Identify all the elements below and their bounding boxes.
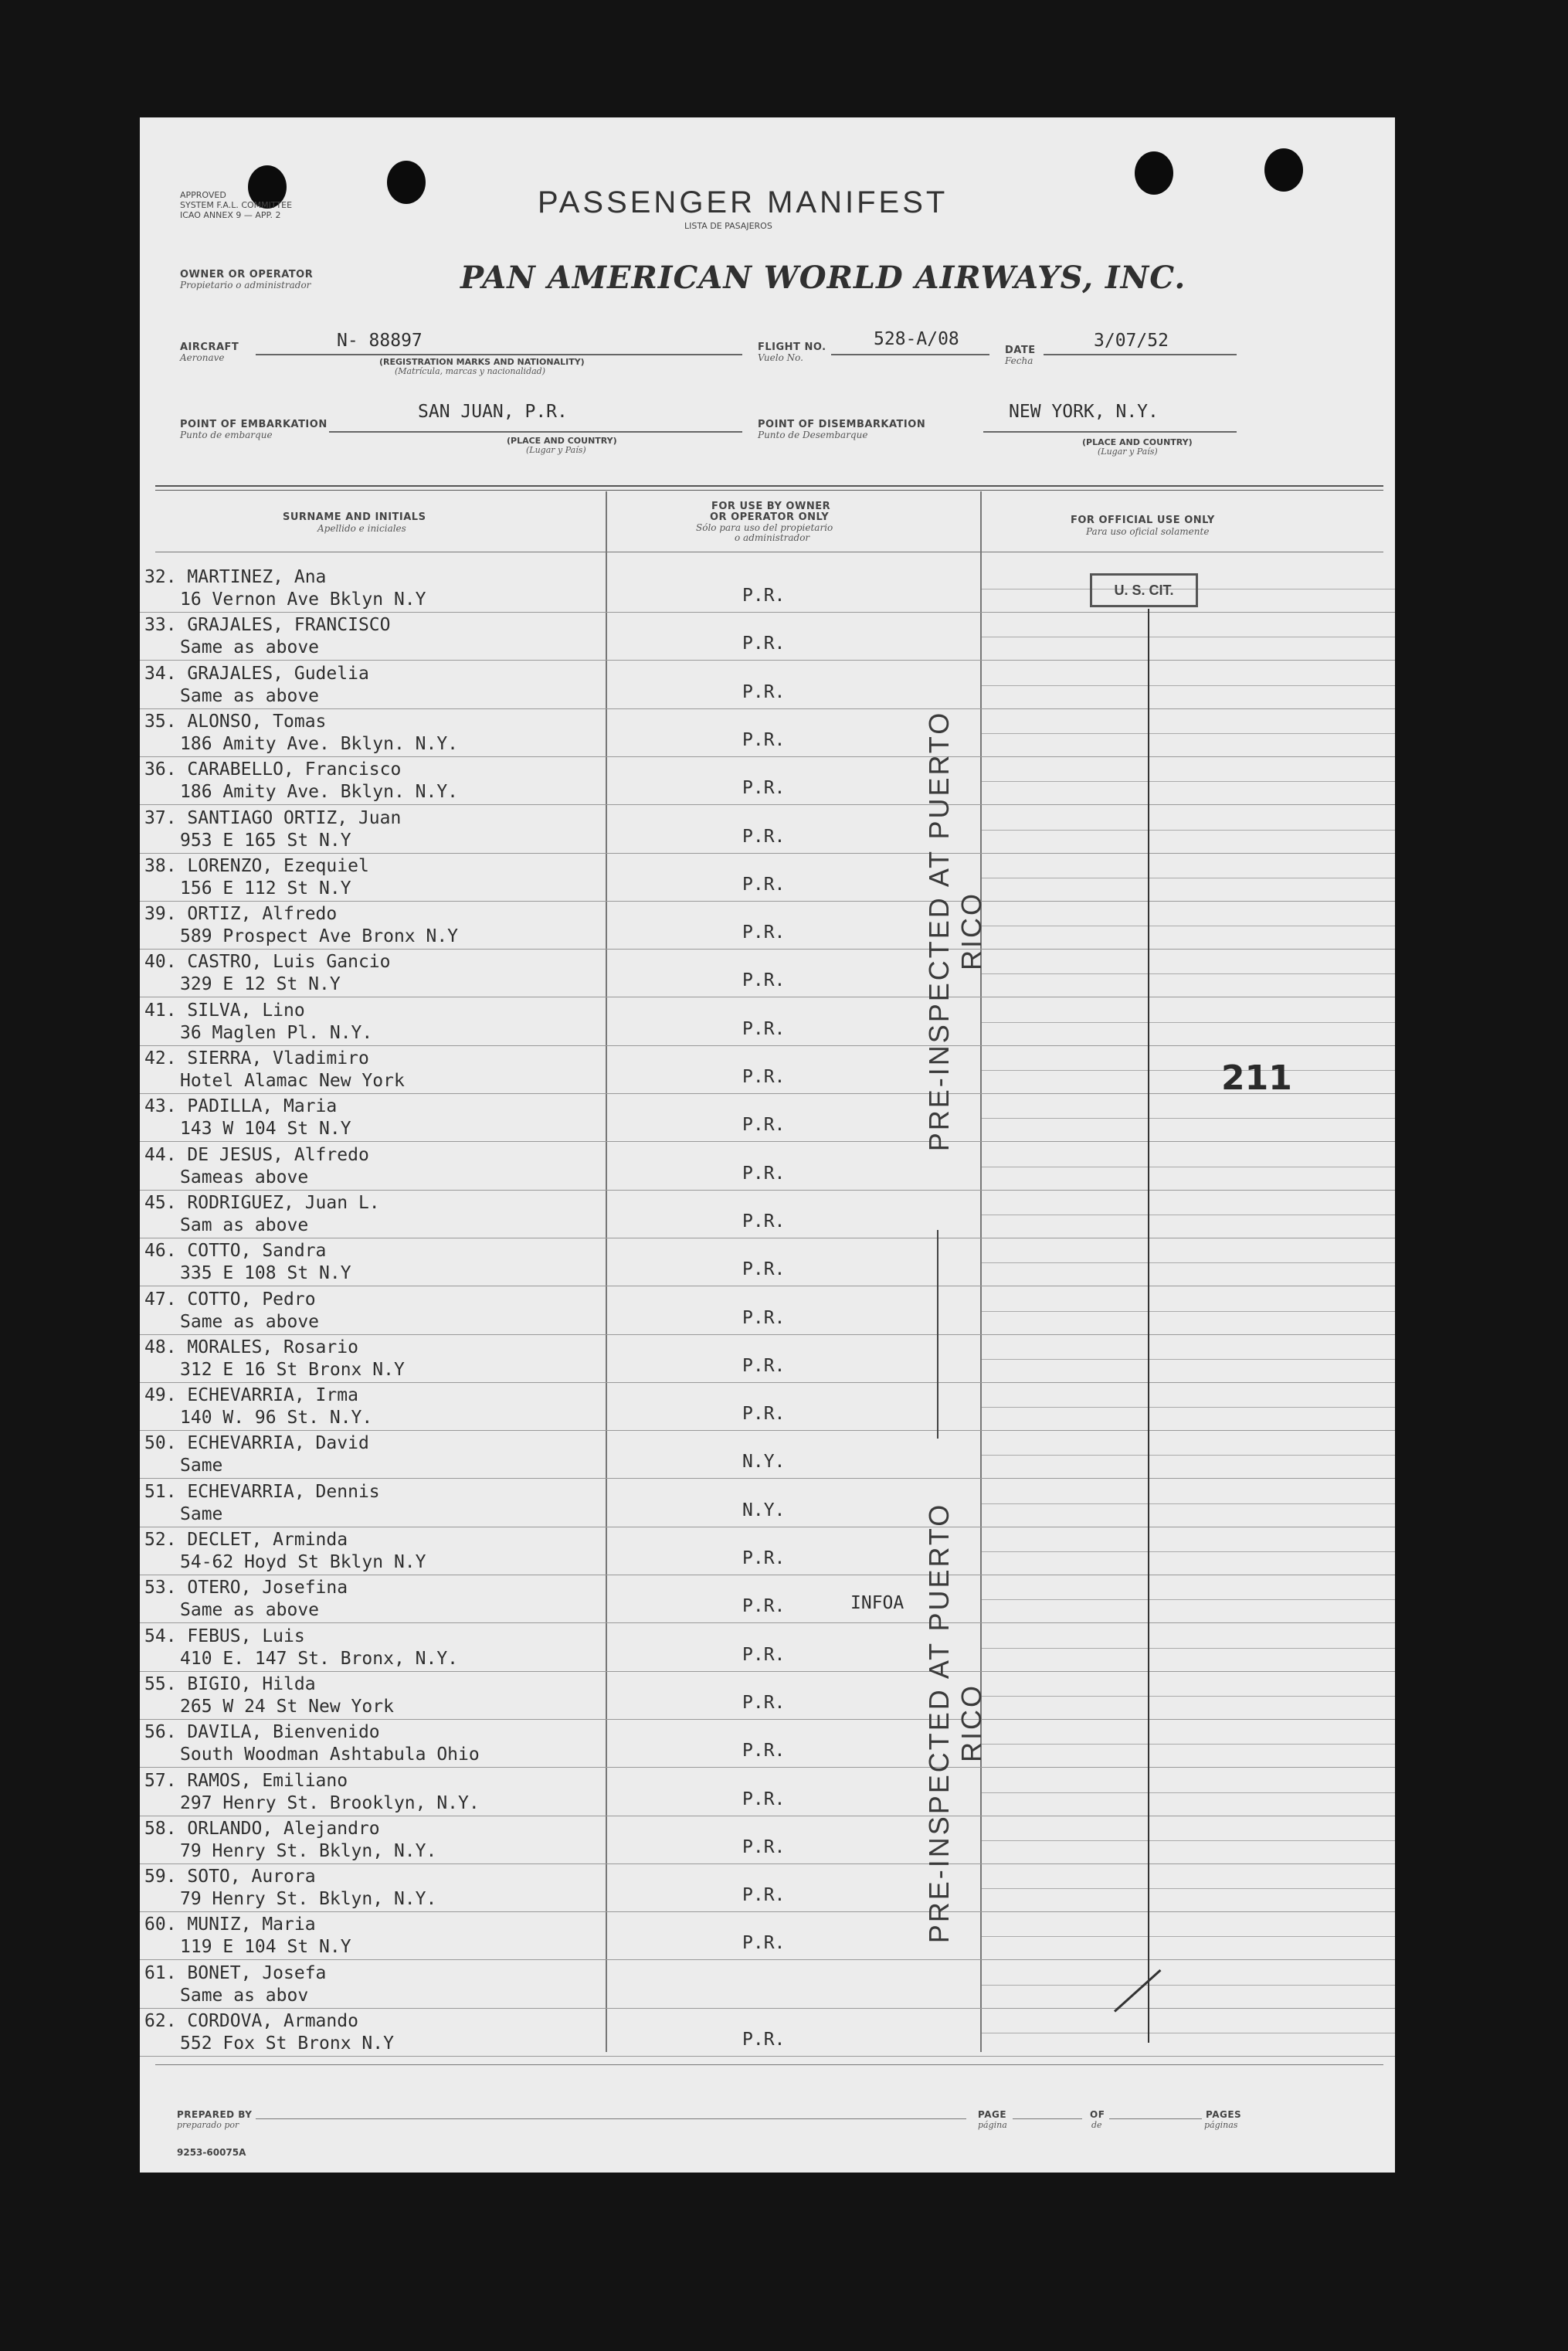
passenger-residence: P.R. (742, 826, 786, 847)
passenger-residence: P.R. (742, 681, 786, 702)
passenger-name: 41. SILVA, Lino (144, 1000, 305, 1021)
passenger-residence: P.R. (742, 2030, 786, 2050)
passenger-address: 297 Henry St. Brooklyn, N.Y. (180, 1792, 480, 1813)
table-row (140, 2010, 1395, 2057)
of-underline (1109, 2118, 1202, 2119)
table-row (140, 566, 1395, 613)
row-rule (140, 756, 1395, 757)
official-half-rule (982, 1985, 1395, 1986)
col2-header-es-2: o administrador (735, 532, 810, 543)
passenger-address: Sam as above (180, 1215, 309, 1235)
table-row (140, 1480, 1395, 1528)
row-rule (140, 1767, 1395, 1768)
official-half-rule (982, 1648, 1395, 1649)
table-row (140, 1288, 1395, 1336)
passenger-residence: P.R. (742, 1355, 786, 1376)
approved-text: APPROVED (180, 190, 226, 200)
table-row (140, 1336, 1395, 1384)
registration-note: (REGISTRATION MARKS AND NATIONALITY) (379, 357, 585, 367)
passenger-name: 52. DECLET, Arminda (144, 1530, 348, 1550)
manifest-page (140, 117, 1395, 2173)
passenger-name: 59. SOTO, Aurora (144, 1867, 316, 1887)
passenger-residence: P.R. (742, 1259, 786, 1280)
passenger-address: Same as above (180, 637, 320, 658)
col1-header: SURNAME AND INITIALS (283, 511, 426, 523)
embark-place-note-es: (Lugar y País) (526, 445, 586, 455)
passenger-name: 43. PADILLA, Maria (144, 1096, 338, 1117)
passenger-residence: P.R. (742, 1115, 786, 1136)
passenger-address: 410 E. 147 St. Bronx, N.Y. (180, 1648, 459, 1669)
disembark-place-note-es: (Lugar y País) (1098, 447, 1158, 457)
passenger-name: 40. CASTRO, Luis Gancio (144, 952, 391, 973)
passenger-name: 62. CORDOVA, Armando (144, 2011, 358, 2031)
passenger-residence: P.R. (742, 1018, 786, 1039)
aircraft-underline (256, 354, 742, 355)
of-label: OF (1090, 2109, 1105, 2120)
disembark-label-es: Punto de Desembarque (758, 430, 868, 440)
passenger-address: 79 Henry St. Bklyn, N.Y. (180, 1889, 437, 1910)
passenger-name: 51. ECHEVARRIA, Dennis (144, 1481, 380, 1502)
passenger-residence: P.R. (742, 1163, 786, 1184)
passenger-address: 329 E 12 St N.Y (180, 974, 341, 995)
passenger-address: 953 E 165 St N.Y (180, 830, 351, 851)
official-half-rule (982, 1888, 1395, 1889)
col3-header: FOR OFFICIAL USE ONLY (1071, 515, 1215, 526)
official-half-rule (982, 1551, 1395, 1552)
passenger-address: Same as abov (180, 1985, 309, 2006)
preinspected-connector (937, 1230, 938, 1439)
table-row (140, 1625, 1395, 1673)
passenger-address: Sameas above (180, 1167, 309, 1187)
passenger-address: Same (180, 1503, 223, 1524)
passenger-name: 45. RODRIGUEZ, Juan L. (144, 1192, 380, 1213)
passenger-address: Hotel Alamac New York (180, 1071, 405, 1091)
table-row (140, 1913, 1395, 1961)
passenger-name: 57. RAMOS, Emiliano (144, 1770, 348, 1791)
registration-note-es: (Matrícula, marcas y nacionalidad) (395, 366, 545, 376)
row-rule (140, 1671, 1395, 1672)
passenger-name: 33. GRAJALES, FRANCISCO (144, 615, 391, 636)
table-row (140, 662, 1395, 710)
passenger-residence: P.R. (742, 1644, 786, 1665)
table-row (140, 999, 1395, 1047)
form-number: 9253-60075A (177, 2147, 246, 2158)
passenger-residence: P.R. (742, 1596, 786, 1617)
date-underline (1044, 354, 1237, 355)
us-citizen-stamp-text: U. S. CIT. (1114, 583, 1174, 598)
row-rule (140, 708, 1395, 709)
table-row (140, 1817, 1395, 1865)
flight-label: FLIGHT NO. (758, 341, 826, 353)
passenger-name: 42. SIERRA, Vladimiro (144, 1048, 369, 1068)
official-half-rule (982, 1840, 1395, 1841)
official-half-rule (982, 1022, 1395, 1023)
passenger-name: 44. DE JESUS, Alfredo (144, 1144, 369, 1165)
table-row (140, 1528, 1395, 1576)
passenger-residence: P.R. (742, 1885, 786, 1906)
page-title: PASSENGER MANIFEST (538, 185, 949, 219)
passenger-residence: P.R. (742, 778, 786, 799)
flight-value: 528-A/08 (874, 329, 959, 349)
passenger-address: Same as above (180, 1311, 320, 1332)
official-half-rule (982, 1118, 1395, 1119)
official-half-rule (982, 1455, 1395, 1456)
passenger-address: 54-62 Hoyd St Bklyn N.Y (180, 1552, 426, 1572)
us-citizen-stamp (1090, 573, 1198, 607)
pages-label: PAGES (1206, 2109, 1242, 2120)
passenger-residence: P.R. (742, 1692, 786, 1713)
passenger-name: 56. DAVILA, Bienvenido (144, 1722, 380, 1743)
passenger-name: 58. ORLANDO, Alejandro (144, 1818, 380, 1839)
passenger-residence: P.R. (742, 1933, 786, 1954)
official-half-rule (982, 1696, 1395, 1697)
passenger-address: 143 W 104 St N.Y (180, 1119, 351, 1140)
passenger-address: 186 Amity Ave. Bklyn. N.Y. (180, 733, 459, 754)
passenger-address: Same as above (180, 1600, 320, 1621)
passenger-residence: N.Y. (742, 1500, 786, 1520)
passenger-residence: P.R. (742, 586, 786, 606)
page-label-es: página (978, 2120, 1007, 2130)
aircraft-label: AIRCRAFT (180, 341, 239, 353)
row-rule (140, 1382, 1395, 1383)
embark-place-note: (PLACE AND COUNTRY) (507, 436, 617, 446)
embark-label: POINT OF EMBARKATION (180, 419, 328, 430)
passenger-residence: P.R. (742, 1404, 786, 1425)
disembark-underline (983, 431, 1237, 433)
row-rule (140, 1093, 1395, 1094)
preinspected-stamp-2-text: PRE-INSPECTED AT PUERTO RICO (923, 1502, 987, 1944)
passenger-name: 32. MARTINEZ, Ana (144, 567, 327, 587)
handwritten-number: 211 (1221, 1058, 1292, 1098)
official-half-rule (982, 1936, 1395, 1937)
row-rule (140, 2056, 1395, 2057)
table-row (140, 1095, 1395, 1143)
embark-label-es: Punto de embarque (180, 430, 273, 440)
table-row (140, 1239, 1395, 1287)
disembark-place-note: (PLACE AND COUNTRY) (1082, 437, 1193, 447)
official-half-rule (982, 830, 1395, 831)
approval-block (180, 190, 319, 220)
page-underline (1013, 2118, 1082, 2119)
passenger-name: 49. ECHEVARRIA, Irma (144, 1385, 358, 1406)
table-top-rule-2 (155, 490, 1383, 491)
passenger-name: 48. MORALES, Rosario (144, 1337, 358, 1357)
table-row (140, 1673, 1395, 1721)
of-label-es: de (1091, 2120, 1102, 2130)
date-label-es: Fecha (1005, 355, 1033, 366)
passenger-list (140, 566, 1395, 2072)
passenger-address: 156 E 112 St N.Y (180, 878, 351, 899)
table-row (140, 1769, 1395, 1817)
flight-underline (831, 354, 989, 355)
aircraft-label-es: Aeronave (180, 352, 225, 363)
passenger-residence: N.Y. (742, 1452, 786, 1473)
passenger-address: 186 Amity Ave. Bklyn. N.Y. (180, 782, 459, 803)
row-rule (140, 1719, 1395, 1720)
row-rule (140, 1863, 1395, 1864)
prepared-label-es: preparado por (177, 2120, 239, 2130)
official-half-rule (982, 1744, 1395, 1745)
page-subtitle: LISTA DE PASAJEROS (684, 221, 772, 231)
owner-value: PAN AMERICAN WORLD AIRWAYS, INC. (460, 260, 1186, 296)
punch-hole-icon (387, 161, 426, 204)
disembark-value: NEW YORK, N.Y. (1009, 402, 1159, 422)
col1-header-es: Apellido e iniciales (317, 523, 406, 534)
row-rule (140, 949, 1395, 950)
passenger-residence: P.R. (742, 970, 786, 991)
passenger-address: 552 Fox St Bronx N.Y (180, 2033, 394, 2054)
citizen-bracket-line (1148, 609, 1149, 2043)
passenger-residence: P.R. (742, 1836, 786, 1857)
passenger-name: 34. GRAJALES, Gudelia (144, 663, 369, 684)
passenger-address: 119 E 104 St N.Y (180, 1937, 351, 1958)
passenger-residence: P.R. (742, 634, 786, 654)
passenger-address: 312 E 16 St Bronx N.Y (180, 1359, 405, 1380)
punch-hole-icon (1264, 148, 1303, 192)
passenger-address: Same (180, 1456, 223, 1476)
official-half-rule (982, 1359, 1395, 1360)
table-row (140, 902, 1395, 950)
table-row (140, 613, 1395, 661)
passenger-name: 37. SANTIAGO ORTIZ, Juan (144, 807, 402, 828)
passenger-residence: P.R. (742, 1211, 786, 1232)
col2-header-es-1: Sólo para uso del propietario (696, 522, 833, 533)
table-row (140, 807, 1395, 854)
owner-label: OWNER OR OPERATOR (180, 269, 314, 280)
date-label: DATE (1005, 345, 1036, 356)
official-half-rule (982, 1503, 1395, 1504)
passenger-address: 140 W. 96 St. N.Y. (180, 1408, 373, 1429)
table-row (140, 1191, 1395, 1239)
passenger-address: 16 Vernon Ave Bklyn N.Y (180, 589, 426, 610)
table-row (140, 1865, 1395, 1913)
passenger-name: 46. COTTO, Sandra (144, 1241, 327, 1262)
table-row (140, 854, 1395, 902)
row-rule (140, 804, 1395, 805)
owner-label-es: Propietario o administrador (180, 280, 311, 290)
table-row (140, 1432, 1395, 1480)
row-rule (140, 901, 1395, 902)
passenger-name: 38. LORENZO, Ezequiel (144, 855, 369, 876)
passenger-residence: P.R. (742, 874, 786, 895)
passenger-address: South Woodman Ashtabula Ohio (180, 1745, 480, 1765)
pages-label-es: páginas (1204, 2120, 1238, 2130)
col3-header-es: Para uso oficial solamente (1086, 526, 1210, 537)
official-half-rule (982, 973, 1395, 974)
passenger-name: 53. OTERO, Josefina (144, 1578, 348, 1598)
table-row (140, 1576, 1395, 1624)
passenger-residence: P.R. (742, 1741, 786, 1762)
row-rule (140, 1478, 1395, 1479)
passenger-name: 47. COTTO, Pedro (144, 1289, 316, 1310)
passenger-name: 39. ORTIZ, Alfredo (144, 904, 338, 925)
official-half-rule (982, 1262, 1395, 1263)
official-half-rule (982, 781, 1395, 782)
row-rule (140, 1334, 1395, 1335)
date-value: 3/07/52 (1094, 331, 1169, 351)
passenger-address: 335 E 108 St N.Y (180, 1263, 351, 1284)
passenger-extra-note: INFOA (850, 1593, 904, 1614)
passenger-name: 55. BIGIO, Hilda (144, 1673, 316, 1694)
approved-committee: SYSTEM F.A.L. COMMITTEE (180, 200, 293, 210)
official-half-rule (982, 1599, 1395, 1600)
table-row (140, 950, 1395, 998)
passenger-residence: P.R. (742, 1307, 786, 1328)
col2-header-1: FOR USE BY OWNER (711, 501, 831, 512)
row-rule (140, 1959, 1395, 1960)
passenger-address: 589 Prospect Ave Bronx N.Y (180, 926, 459, 947)
table-row (140, 1962, 1395, 2010)
table-row (140, 1384, 1395, 1432)
passenger-address: Same as above (180, 685, 320, 706)
passenger-name: 60. MUNIZ, Maria (144, 1914, 316, 1935)
table-top-rule (155, 485, 1383, 487)
passenger-residence: P.R. (742, 1789, 786, 1809)
passenger-address: 265 W 24 St New York (180, 1696, 394, 1717)
row-rule (140, 853, 1395, 854)
flight-label-es: Vuelo No. (758, 352, 803, 363)
row-rule (140, 1622, 1395, 1623)
row-rule (140, 1190, 1395, 1191)
row-rule (140, 2008, 1395, 2009)
passenger-name: 61. BONET, Josefa (144, 1962, 327, 1983)
page-label: PAGE (978, 2109, 1007, 2120)
passenger-name: 36. CARABELLO, Francisco (144, 759, 402, 780)
table-row (140, 1047, 1395, 1095)
row-rule (140, 1911, 1395, 1912)
passenger-address: 79 Henry St. Bklyn, N.Y. (180, 1840, 437, 1861)
prepared-label: PREPARED BY (177, 2109, 253, 2120)
table-row (140, 758, 1395, 806)
aircraft-value: N- 88897 (337, 331, 423, 351)
embark-value: SAN JUAN, P.R. (418, 402, 568, 422)
passenger-residence: P.R. (742, 1548, 786, 1568)
row-rule (140, 612, 1395, 613)
official-half-rule (982, 1070, 1395, 1071)
official-half-rule (982, 685, 1395, 686)
approved-annex: ICAO ANNEX 9 — APP. 2 (180, 210, 281, 220)
passenger-address: 36 Maglen Pl. N.Y. (180, 1022, 373, 1043)
footer-rule (155, 2064, 1383, 2065)
row-rule (140, 660, 1395, 661)
passenger-name: 50. ECHEVARRIA, David (144, 1433, 369, 1454)
embark-underline (329, 431, 742, 433)
official-half-rule (982, 1407, 1395, 1408)
preinspected-stamp-1-text: PRE-INSPECTED AT PUERTO RICO (923, 710, 987, 1152)
prepared-underline (256, 2118, 966, 2119)
official-half-rule (982, 1792, 1395, 1793)
table-row (140, 1143, 1395, 1191)
row-rule (140, 1141, 1395, 1142)
table-row (140, 1721, 1395, 1768)
passenger-name: 35. ALONSO, Tomas (144, 711, 327, 732)
official-half-rule (982, 733, 1395, 734)
passenger-residence: P.R. (742, 1067, 786, 1087)
punch-hole-icon (1135, 151, 1173, 195)
passenger-residence: P.R. (742, 729, 786, 750)
passenger-name: 54. FEBUS, Luis (144, 1626, 305, 1646)
col2-header-2: OR OPERATOR ONLY (710, 511, 830, 523)
disembark-label: POINT OF DISEMBARKATION (758, 419, 926, 430)
official-half-rule (982, 1311, 1395, 1312)
row-rule (140, 1430, 1395, 1431)
row-rule (140, 1045, 1395, 1046)
passenger-residence: P.R. (742, 922, 786, 943)
table-row (140, 710, 1395, 758)
